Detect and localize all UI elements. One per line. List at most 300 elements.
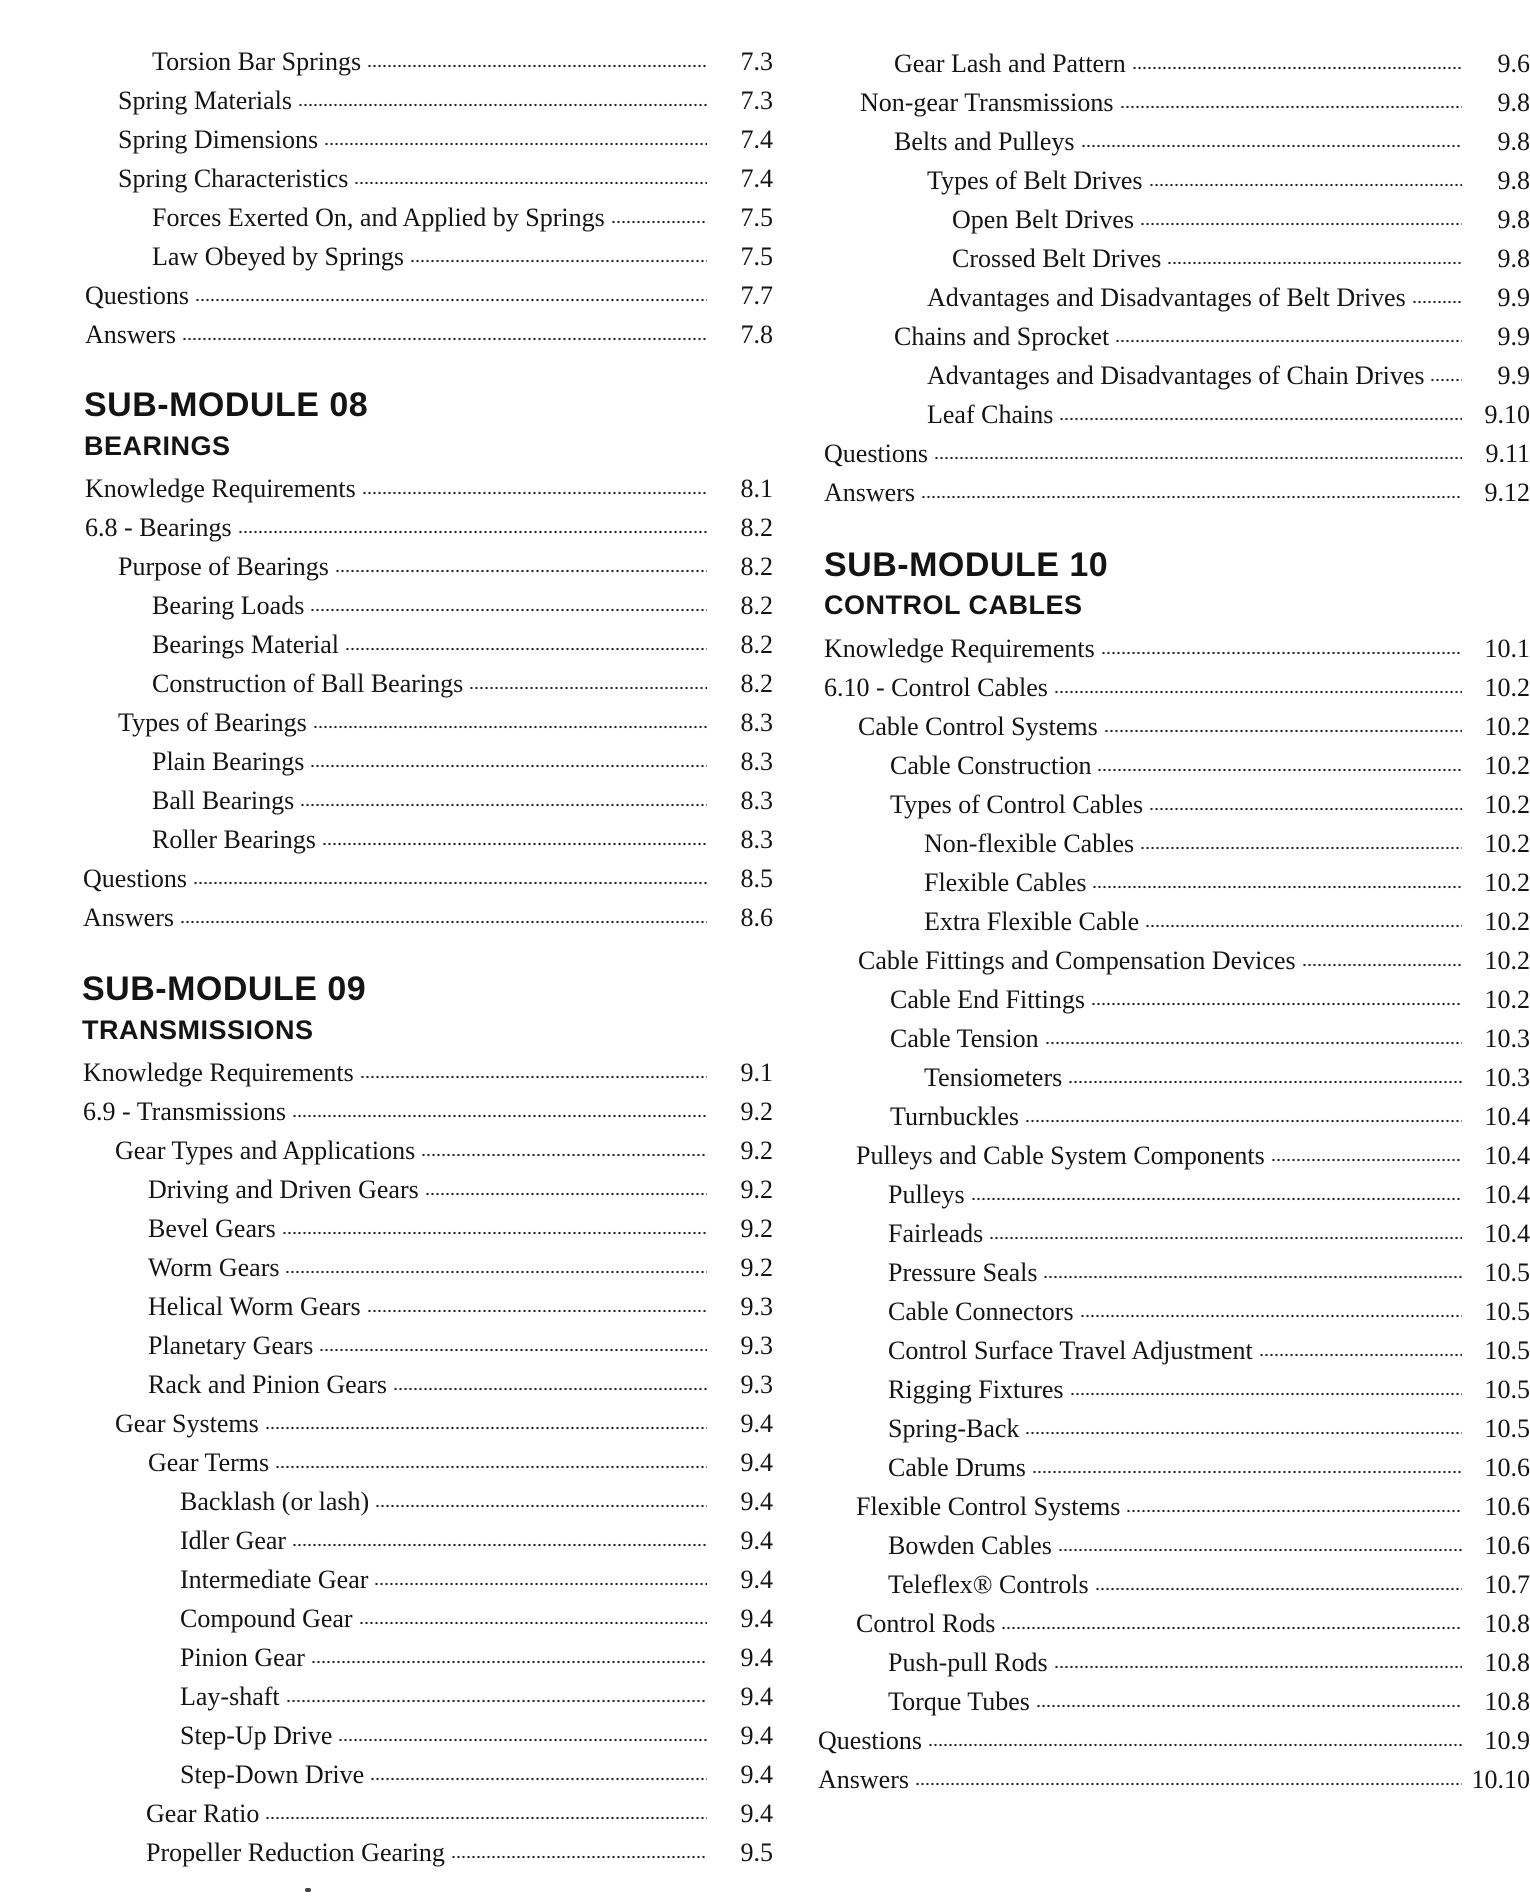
toc-entry[interactable] bbox=[816, 1097, 1530, 1137]
toc-entry-title: 6.10 - Control Cables bbox=[824, 673, 1048, 702]
dot-leader bbox=[275, 1451, 707, 1474]
dot-leader bbox=[367, 1295, 707, 1318]
toc-entry-title: Advantages and Disadvantages of Chain Drives bbox=[927, 361, 1425, 390]
toc-entry-title: Cable Tension bbox=[890, 1024, 1039, 1053]
dot-leader bbox=[1149, 793, 1462, 816]
toc-entry-title: Gear Lash and Pattern bbox=[894, 49, 1126, 78]
toc-entry[interactable] bbox=[80, 508, 773, 548]
dot-leader bbox=[1101, 637, 1462, 660]
toc-entry-title: Compound Gear bbox=[180, 1604, 353, 1633]
dot-leader bbox=[282, 1217, 707, 1240]
toc-entry[interactable] bbox=[80, 1677, 773, 1717]
dot-leader bbox=[367, 50, 707, 73]
toc-entry-title: Answers bbox=[85, 320, 176, 349]
toc-entry-title: Gear Systems bbox=[115, 1409, 259, 1438]
dot-leader bbox=[1058, 1534, 1462, 1557]
toc-entry[interactable] bbox=[816, 278, 1530, 318]
dot-leader bbox=[1070, 1378, 1462, 1401]
toc-entry-title: Turnbuckles bbox=[890, 1102, 1020, 1131]
toc-entry[interactable] bbox=[80, 1404, 773, 1444]
toc-entry-title: Pulleys and Cable System Components bbox=[856, 1141, 1265, 1170]
toc-entry-title: Answers bbox=[818, 1765, 909, 1794]
toc-entry-page: 10.6 bbox=[1484, 1453, 1530, 1482]
toc-entry[interactable] bbox=[80, 586, 773, 626]
toc-entry-title: Law Obeyed by Springs bbox=[152, 242, 405, 271]
toc-entry[interactable] bbox=[80, 1521, 773, 1561]
toc-entry-title: 6.8 - Bearings bbox=[85, 513, 232, 542]
toc-entry-page: 8.3 bbox=[740, 747, 773, 776]
dot-leader bbox=[1081, 130, 1462, 153]
dot-leader bbox=[313, 711, 707, 734]
toc-entry-page: 10.8 bbox=[1484, 1648, 1530, 1677]
toc-entry[interactable] bbox=[816, 1175, 1530, 1215]
toc-entry[interactable] bbox=[80, 276, 773, 316]
toc-entry-page: 9.3 bbox=[740, 1292, 773, 1321]
dot-leader bbox=[1080, 1300, 1462, 1323]
dot-leader bbox=[370, 1763, 707, 1786]
toc-entry-title: Rack and Pinion Gears bbox=[148, 1370, 388, 1399]
toc-entry[interactable] bbox=[816, 785, 1530, 825]
dot-leader bbox=[1091, 988, 1462, 1011]
toc-entry-page: 7.5 bbox=[740, 242, 773, 271]
dot-leader bbox=[285, 1256, 707, 1279]
toc-entry-title: Spring-Back bbox=[888, 1414, 1020, 1443]
dot-leader bbox=[338, 1724, 707, 1747]
dot-leader bbox=[421, 1139, 707, 1162]
dot-leader bbox=[265, 1412, 707, 1435]
toc-entry-page: 9.4 bbox=[740, 1799, 773, 1828]
toc-entry-title: Ball Bearings bbox=[152, 786, 295, 815]
dot-leader bbox=[1054, 1651, 1462, 1674]
dot-leader bbox=[1104, 715, 1462, 738]
toc-entry[interactable] bbox=[816, 668, 1530, 708]
toc-entry[interactable] bbox=[80, 1794, 773, 1834]
dot-leader bbox=[611, 206, 707, 229]
toc-entry-page: 10.2 bbox=[1484, 751, 1530, 780]
toc-entry-page: 10.2 bbox=[1484, 790, 1530, 819]
toc-entry[interactable] bbox=[80, 547, 773, 587]
toc-entry-page: 8.3 bbox=[740, 786, 773, 815]
toc-entry-page: 9.8 bbox=[1497, 205, 1530, 234]
dot-leader bbox=[1043, 1261, 1462, 1284]
toc-entry-page: 7.7 bbox=[740, 281, 773, 310]
toc-entry-title: Propeller Reduction Gearing bbox=[146, 1838, 445, 1867]
toc-entry[interactable] bbox=[816, 1370, 1530, 1410]
toc-entry-page: 9.8 bbox=[1497, 244, 1530, 273]
toc-entry[interactable] bbox=[816, 44, 1530, 84]
toc-entry-title: Types of Belt Drives bbox=[927, 166, 1143, 195]
toc-entry-page: 10.10 bbox=[1471, 1765, 1530, 1794]
toc-entry[interactable] bbox=[816, 122, 1530, 162]
toc-entry-page: 9.2 bbox=[740, 1136, 773, 1165]
toc-entry-page: 7.8 bbox=[740, 320, 773, 349]
toc-entry-page: 9.3 bbox=[740, 1331, 773, 1360]
dot-leader bbox=[1430, 364, 1462, 387]
toc-entry[interactable] bbox=[80, 1716, 773, 1756]
toc-entry-title: Torque Tubes bbox=[888, 1687, 1030, 1716]
toc-entry-page: 10.5 bbox=[1484, 1336, 1530, 1365]
toc-entry-title: Open Belt Drives bbox=[952, 205, 1134, 234]
dot-leader bbox=[1001, 1612, 1462, 1635]
dot-leader bbox=[324, 128, 707, 151]
toc-entry-title: Plain Bearings bbox=[152, 747, 305, 776]
toc-entry[interactable] bbox=[80, 1131, 773, 1171]
toc-entry-title: Pinion Gear bbox=[180, 1643, 305, 1672]
toc-entry-title: Bearing Loads bbox=[152, 591, 305, 620]
toc-entry-title: Knowledge Requirements bbox=[824, 634, 1095, 663]
toc-entry-page: 9.2 bbox=[740, 1253, 773, 1282]
toc-entry-page: 10.1 bbox=[1484, 634, 1530, 663]
toc-entry-page: 10.2 bbox=[1484, 868, 1530, 897]
toc-entry[interactable] bbox=[80, 1170, 773, 1210]
dot-leader bbox=[928, 1729, 1462, 1752]
toc-entry[interactable] bbox=[80, 1560, 773, 1600]
toc-entry-page: 10.6 bbox=[1484, 1492, 1530, 1521]
toc-entry[interactable] bbox=[80, 703, 773, 743]
submodule-subtitle: TRANSMISSIONS bbox=[82, 1015, 314, 1045]
toc-entry[interactable] bbox=[80, 1482, 773, 1522]
toc-entry[interactable] bbox=[816, 980, 1530, 1020]
toc-entry-title: Gear Types and Applications bbox=[115, 1136, 416, 1165]
dot-leader bbox=[971, 1183, 1462, 1206]
toc-entry-title: Push-pull Rods bbox=[888, 1648, 1048, 1677]
toc-entry[interactable] bbox=[816, 1643, 1530, 1683]
toc-entry-title: Questions bbox=[85, 281, 189, 310]
toc-entry[interactable] bbox=[816, 1760, 1530, 1800]
toc-entry[interactable] bbox=[80, 1326, 773, 1366]
dot-leader bbox=[292, 1100, 707, 1123]
toc-entry-page: 10.8 bbox=[1484, 1687, 1530, 1716]
toc-entry[interactable] bbox=[816, 863, 1530, 903]
toc-entry-page: 9.4 bbox=[740, 1487, 773, 1516]
toc-entry-title: Knowledge Requirements bbox=[83, 1058, 354, 1087]
toc-entry[interactable] bbox=[816, 1604, 1530, 1644]
dot-leader bbox=[1045, 1027, 1462, 1050]
dot-leader bbox=[1036, 1690, 1462, 1713]
toc-entry[interactable] bbox=[80, 1092, 773, 1132]
dot-leader bbox=[1095, 1573, 1462, 1596]
toc-entry[interactable] bbox=[80, 42, 773, 82]
dot-leader bbox=[322, 828, 707, 851]
dot-leader bbox=[1025, 1105, 1462, 1128]
dot-leader bbox=[195, 284, 707, 307]
toc-entry[interactable] bbox=[80, 1599, 773, 1639]
dot-leader bbox=[310, 594, 707, 617]
toc-entry[interactable] bbox=[816, 317, 1530, 357]
dot-leader bbox=[1149, 169, 1462, 192]
dot-leader bbox=[1140, 832, 1462, 855]
toc-entry[interactable] bbox=[80, 859, 773, 899]
toc-entry-title: Tensiometers bbox=[924, 1063, 1063, 1092]
toc-entry-title: Helical Worm Gears bbox=[148, 1292, 361, 1321]
toc-entry-title: Driving and Driven Gears bbox=[148, 1175, 419, 1204]
toc-entry[interactable] bbox=[816, 473, 1530, 513]
toc-entry-title: Belts and Pulleys bbox=[894, 127, 1075, 156]
toc-entry[interactable] bbox=[80, 1287, 773, 1327]
toc-entry-page: 9.1 bbox=[740, 1058, 773, 1087]
toc-entry-page: 9.8 bbox=[1497, 166, 1530, 195]
toc-entry[interactable] bbox=[816, 746, 1530, 786]
toc-entry[interactable] bbox=[80, 625, 773, 665]
toc-entry[interactable] bbox=[80, 742, 773, 782]
toc-entry-page: 9.6 bbox=[1497, 49, 1530, 78]
toc-entry[interactable] bbox=[80, 1638, 773, 1678]
toc-entry[interactable] bbox=[816, 1526, 1530, 1566]
dot-leader bbox=[1092, 871, 1462, 894]
toc-entry-page: 9.4 bbox=[740, 1721, 773, 1750]
toc-entry[interactable] bbox=[80, 1365, 773, 1405]
toc-entry-page: 8.3 bbox=[740, 825, 773, 854]
toc-entry[interactable] bbox=[80, 469, 773, 509]
toc-entry-page: 9.11 bbox=[1485, 439, 1530, 468]
toc-entry-page: 8.1 bbox=[740, 474, 773, 503]
toc-entry[interactable] bbox=[816, 1721, 1530, 1761]
toc-entry-page: 9.4 bbox=[740, 1643, 773, 1672]
dot-leader bbox=[265, 1802, 707, 1825]
toc-entry-page: 10.2 bbox=[1484, 673, 1530, 702]
toc-entry-title: Cable Fittings and Compensation Devices bbox=[858, 946, 1296, 975]
toc-entry-title: Answers bbox=[824, 478, 915, 507]
dot-leader bbox=[1032, 1456, 1462, 1479]
toc-entry-page: 10.2 bbox=[1484, 907, 1530, 936]
toc-entry-title: Cable Construction bbox=[890, 751, 1092, 780]
toc-entry[interactable] bbox=[80, 120, 773, 160]
toc-entry-page: 10.4 bbox=[1484, 1102, 1530, 1131]
toc-entry-page: 10.4 bbox=[1484, 1180, 1530, 1209]
toc-entry-title: Idler Gear bbox=[180, 1526, 287, 1555]
toc-entry[interactable] bbox=[816, 356, 1530, 396]
submodule-subtitle: BEARINGS bbox=[84, 431, 231, 461]
toc-entry[interactable] bbox=[816, 824, 1530, 864]
toc-entry-title: Bowden Cables bbox=[888, 1531, 1052, 1560]
dot-leader bbox=[1140, 208, 1462, 231]
toc-entry-page: 8.3 bbox=[740, 708, 773, 737]
toc-entry-title: Pressure Seals bbox=[888, 1258, 1038, 1287]
toc-entry-page: 10.9 bbox=[1484, 1726, 1530, 1755]
dot-leader bbox=[1167, 247, 1462, 270]
toc-entry-title: Bevel Gears bbox=[148, 1214, 276, 1243]
toc-entry[interactable] bbox=[80, 1755, 773, 1795]
toc-entry[interactable] bbox=[816, 239, 1530, 279]
toc-entry-title: 6.9 - Transmissions bbox=[83, 1097, 286, 1126]
toc-entry[interactable] bbox=[816, 1448, 1530, 1488]
dot-leader bbox=[359, 1607, 707, 1630]
toc-entry[interactable] bbox=[80, 198, 773, 238]
toc-entry[interactable] bbox=[80, 81, 773, 121]
dot-leader bbox=[375, 1490, 707, 1513]
toc-entry-title: Extra Flexible Cable bbox=[924, 907, 1140, 936]
toc-entry-page: 10.3 bbox=[1484, 1063, 1530, 1092]
toc-entry-title: Answers bbox=[83, 903, 174, 932]
dot-leader bbox=[1068, 1066, 1462, 1089]
toc-entry-page: 8.2 bbox=[740, 552, 773, 581]
dot-leader bbox=[393, 1373, 707, 1396]
dot-leader bbox=[298, 89, 707, 112]
dot-leader bbox=[1145, 910, 1462, 933]
toc-entry-title: Non-flexible Cables bbox=[924, 829, 1135, 858]
dot-leader bbox=[1054, 676, 1462, 699]
toc-entry-page: 9.5 bbox=[740, 1838, 773, 1867]
toc-entry-title: Planetary Gears bbox=[148, 1331, 314, 1360]
toc-entry-title: Chains and Sprocket bbox=[894, 322, 1110, 351]
toc-entry-title: Spring Dimensions bbox=[118, 125, 319, 154]
toc-entry-page: 9.4 bbox=[740, 1565, 773, 1594]
toc-entry[interactable] bbox=[80, 1833, 773, 1873]
toc-entry[interactable] bbox=[816, 902, 1530, 942]
toc-entry-title: Spring Materials bbox=[118, 86, 293, 115]
toc-entry-title: Flexible Control Systems bbox=[856, 1492, 1121, 1521]
toc-entry[interactable] bbox=[80, 1053, 773, 1093]
toc-entry-page: 9.4 bbox=[740, 1409, 773, 1438]
dot-leader bbox=[180, 906, 707, 929]
toc-entry-page: 9.4 bbox=[740, 1682, 773, 1711]
toc-entry[interactable] bbox=[80, 781, 773, 821]
submodule-subtitle: CONTROL CABLES bbox=[824, 590, 1083, 620]
toc-entry-title: Intermediate Gear bbox=[180, 1565, 369, 1594]
dot-leader bbox=[451, 1841, 707, 1864]
toc-entry-page: 8.2 bbox=[740, 513, 773, 542]
toc-entry[interactable] bbox=[816, 707, 1530, 747]
toc-entry-title: Cable Drums bbox=[888, 1453, 1026, 1482]
toc-entry-title: Roller Bearings bbox=[152, 825, 316, 854]
toc-entry-title: Teleflex® Controls bbox=[888, 1570, 1089, 1599]
scan-speck bbox=[305, 1888, 311, 1892]
dot-leader bbox=[286, 1685, 707, 1708]
toc-entry-title: Worm Gears bbox=[148, 1253, 280, 1282]
toc-entry-title: Gear Terms bbox=[148, 1448, 270, 1477]
toc-entry-title: Forces Exerted On, and Applied by Springs bbox=[152, 203, 605, 232]
dot-leader bbox=[1120, 91, 1462, 114]
toc-entry-title: Lay-shaft bbox=[180, 1682, 280, 1711]
dot-leader bbox=[1271, 1144, 1462, 1167]
dot-leader bbox=[292, 1529, 707, 1552]
dot-leader bbox=[300, 789, 707, 812]
toc-entry-page: 9.4 bbox=[740, 1604, 773, 1633]
dot-leader bbox=[934, 442, 1462, 465]
toc-entry-title: Cable End Fittings bbox=[890, 985, 1085, 1014]
toc-entry[interactable] bbox=[816, 1487, 1530, 1527]
toc-entry[interactable] bbox=[816, 1136, 1530, 1176]
toc-entry-title: Types of Control Cables bbox=[890, 790, 1144, 819]
toc-entry-page: 9.12 bbox=[1484, 478, 1530, 507]
toc-entry-title: Backlash (or lash) bbox=[180, 1487, 370, 1516]
dot-leader bbox=[182, 323, 707, 346]
toc-entry[interactable] bbox=[816, 629, 1530, 669]
toc-entry-title: Non-gear Transmissions bbox=[860, 88, 1114, 117]
toc-entry-title: Flexible Cables bbox=[924, 868, 1087, 897]
toc-entry-title: Control Surface Travel Adjustment bbox=[888, 1336, 1253, 1365]
toc-entry-page: 9.2 bbox=[740, 1175, 773, 1204]
dot-leader bbox=[989, 1222, 1462, 1245]
toc-entry[interactable] bbox=[80, 1443, 773, 1483]
dot-leader bbox=[1132, 52, 1462, 75]
toc-entry-page: 10.3 bbox=[1484, 1024, 1530, 1053]
toc-entry[interactable] bbox=[80, 315, 773, 355]
toc-entry-title: Crossed Belt Drives bbox=[952, 244, 1162, 273]
dot-leader bbox=[345, 633, 707, 656]
toc-entry[interactable] bbox=[816, 434, 1530, 474]
toc-entry[interactable] bbox=[80, 237, 773, 277]
toc-entry[interactable] bbox=[816, 1214, 1530, 1254]
dot-leader bbox=[354, 167, 707, 190]
toc-entry-title: Step-Down Drive bbox=[180, 1760, 365, 1789]
toc-entry-page: 9.4 bbox=[740, 1526, 773, 1555]
toc-entry-page: 9.3 bbox=[740, 1370, 773, 1399]
toc-entry-title: Purpose of Bearings bbox=[118, 552, 329, 581]
dot-leader bbox=[335, 555, 707, 578]
toc-entry[interactable] bbox=[816, 200, 1530, 240]
toc-entry-title: Questions bbox=[818, 1726, 922, 1755]
toc-entry-page: 10.6 bbox=[1484, 1531, 1530, 1560]
toc-entry-title: Construction of Ball Bearings bbox=[152, 669, 464, 698]
toc-entry-page: 7.3 bbox=[740, 86, 773, 115]
toc-entry-page: 8.2 bbox=[740, 669, 773, 698]
toc-entry-title: Torsion Bar Springs bbox=[152, 47, 362, 76]
toc-entry-page: 10.7 bbox=[1484, 1570, 1530, 1599]
dot-leader bbox=[1126, 1495, 1462, 1518]
toc-entry[interactable] bbox=[80, 1209, 773, 1249]
toc-entry[interactable] bbox=[816, 161, 1530, 201]
toc-entry-page: 10.4 bbox=[1484, 1219, 1530, 1248]
toc-entry[interactable] bbox=[816, 1331, 1530, 1371]
dot-leader bbox=[362, 477, 707, 500]
toc-entry-title: Cable Control Systems bbox=[858, 712, 1098, 741]
toc-entry-title: Knowledge Requirements bbox=[85, 474, 356, 503]
dot-leader bbox=[1059, 403, 1462, 426]
toc-entry[interactable] bbox=[816, 1019, 1530, 1059]
toc-entry-page: 10.2 bbox=[1484, 712, 1530, 741]
toc-entry[interactable] bbox=[816, 1292, 1530, 1332]
toc-entry[interactable] bbox=[816, 1682, 1530, 1722]
toc-entry[interactable] bbox=[816, 1253, 1530, 1293]
toc-entry-page: 10.4 bbox=[1484, 1141, 1530, 1170]
toc-entry-title: Step-Up Drive bbox=[180, 1721, 333, 1750]
toc-entry-page: 8.6 bbox=[740, 903, 773, 932]
dot-leader bbox=[410, 245, 707, 268]
dot-leader bbox=[374, 1568, 707, 1591]
toc-entry-page: 10.2 bbox=[1484, 985, 1530, 1014]
toc-entry[interactable] bbox=[816, 941, 1530, 981]
toc-entry-title: Cable Connectors bbox=[888, 1297, 1074, 1326]
toc-entry[interactable] bbox=[816, 1058, 1530, 1098]
toc-entry-page: 9.4 bbox=[740, 1760, 773, 1789]
toc-entry-title: Rigging Fixtures bbox=[888, 1375, 1064, 1404]
toc-entry[interactable] bbox=[80, 664, 773, 704]
dot-leader bbox=[1097, 754, 1462, 777]
dot-leader bbox=[238, 516, 707, 539]
dot-leader bbox=[1259, 1339, 1462, 1362]
toc-entry-page: 7.4 bbox=[740, 125, 773, 154]
toc-entry-page: 8.2 bbox=[740, 630, 773, 659]
dot-leader bbox=[1115, 325, 1462, 348]
toc-entry[interactable] bbox=[80, 159, 773, 199]
submodule-heading: SUB-MODULE 09 bbox=[82, 970, 367, 1008]
toc-entry-page: 10.2 bbox=[1484, 946, 1530, 975]
toc-entry-page: 10.5 bbox=[1484, 1414, 1530, 1443]
toc-entry-page: 7.5 bbox=[740, 203, 773, 232]
toc-entry[interactable] bbox=[816, 1565, 1530, 1605]
submodule-heading: SUB-MODULE 08 bbox=[84, 386, 369, 424]
toc-entry-title: Leaf Chains bbox=[927, 400, 1054, 429]
toc-entry[interactable] bbox=[80, 1248, 773, 1288]
toc-entry[interactable] bbox=[80, 820, 773, 860]
toc-entry-page: 9.9 bbox=[1497, 283, 1530, 312]
toc-entry[interactable] bbox=[80, 898, 773, 938]
toc-entry-page: 9.9 bbox=[1497, 361, 1530, 390]
toc-entry[interactable] bbox=[816, 1409, 1530, 1449]
toc-entry[interactable] bbox=[816, 83, 1530, 123]
toc-entry[interactable] bbox=[816, 395, 1530, 435]
